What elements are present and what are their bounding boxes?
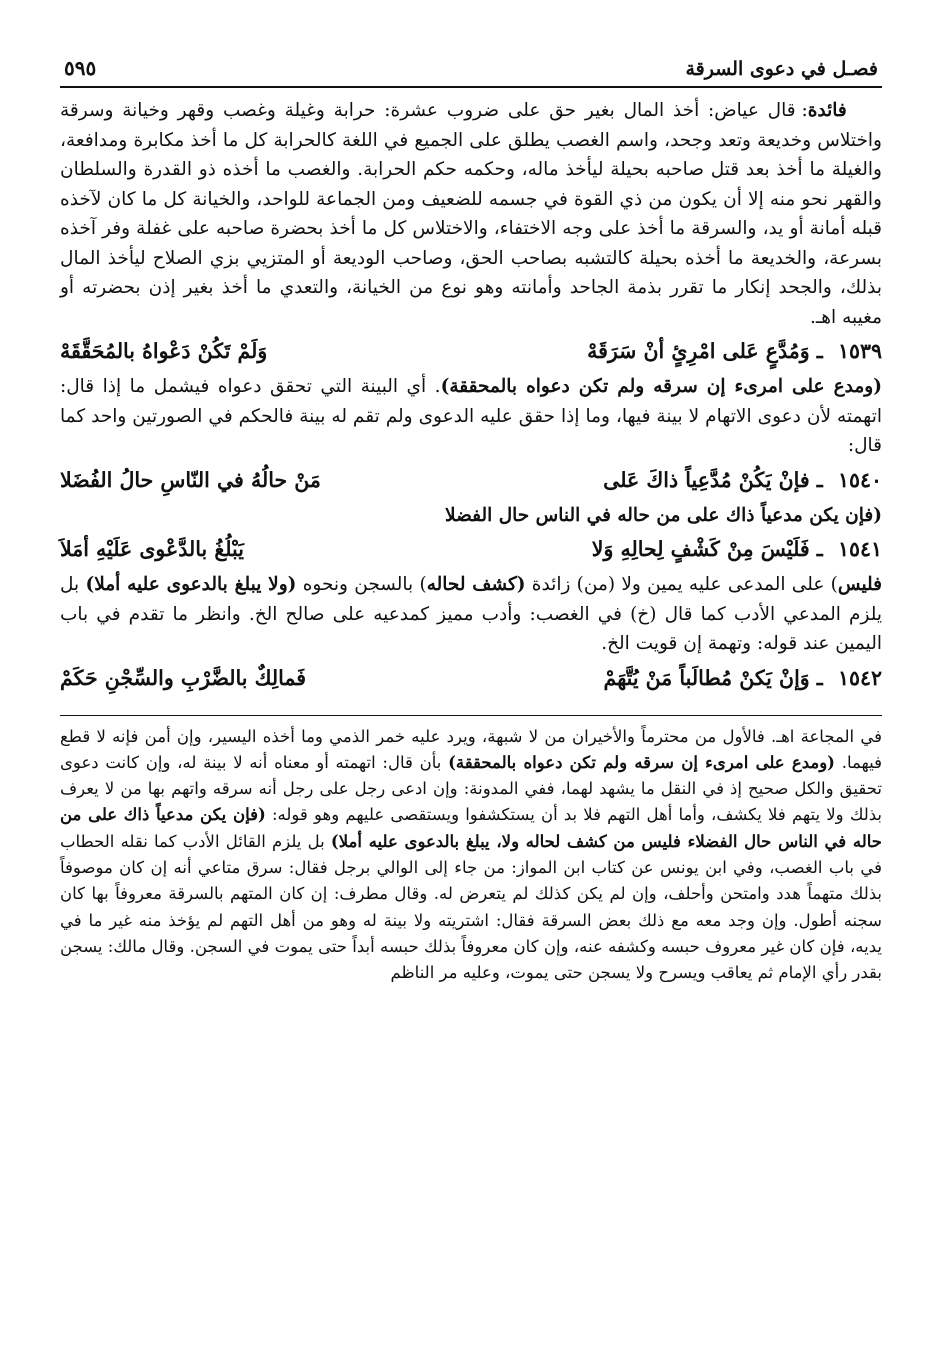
quoted-verse: (فإن يكن مدعياً ذاك على من حاله في الناس حال الفضلا — [445, 504, 882, 526]
hemistich-1: فإنْ يَكُنْ مُدَّعِياً ذاكَ عَلى — [603, 467, 810, 492]
main-text — [60, 96, 882, 699]
chapter-title: فصـل في دعوى السرقة — [685, 58, 878, 80]
footnote-separator — [60, 715, 882, 716]
footnote-paragraph — [60, 724, 882, 987]
verse-number: ١٥٤٢ — [837, 665, 882, 690]
footnotes — [60, 724, 882, 987]
verse-first-half: ١٥٣٩ ـ وَمُدَّعٍ عَلى امْرِئٍ أنْ سَرَقَهْ — [587, 339, 882, 364]
verse-first-half: ١٥٤١ ـ فَلَيْسَ مِنْ كَشْفٍ لِحالِهِ وَلا — [591, 537, 882, 562]
hemistich-2: وَلَمْ تَكُنْ دَعْواهُ بالمُحَقَّقَهْ — [60, 339, 268, 364]
verse-1540 — [60, 461, 882, 501]
paragraph-text: : قال عياض: أخذ المال بغير حق على ضروب عشرة: حرابة وغيلة وغصب وقهر وخيانة وسرقة واختلاس وخديعة وتعد وجحد، واسم الغصب يطلق على الجميع في اللغة كالحرابة كل ما أخذ مكابرة ومدافعة، والغيلة ما أخذ بعد قتل صاحبه بحيلة ليأخذ ماله، وحكمه حكم الحرابة. والغصب ما أخذه ذو القدرة والسلطان والقهر نحو منه إلا أن يكون من ذي القوة في جسمه للضعيف ومن الجماعة للواحد، والخيانة كل ما كان لآخذه قبله أمانة أو يد، والسرقة ما أخذ على وجه الاختفاء، والاختلاس كل ما أخذ بحضرة صاحبه على غفلة وفر آخذه بسرعة، والخديعة ما أخذه بحيلة كالتشبه بصاحب الحق، وصاحب الوديعة أو المتزيي بزي الصلاح ليأخذ المال بذلك، والجحد إنكار ما تقرر بذمة الجاحد وأمانته وهو نوع من الخيانة، والتعدي ما أخذ بغير إذن بحضرته أو مغيبه اهـ. — [60, 100, 882, 328]
quoted-word: فليس — [837, 574, 882, 595]
paragraph-text: ) بالسجن ونحوه — [296, 574, 427, 595]
footnote-text: في المجاعة اهـ. فالأول من محترماً والأخيران من لا شبهة، ويرد عليه خمر الذمي وما أخذه اليسير، وإن أمن فإنه لا قطع فيهما. — [60, 726, 883, 772]
commentary-paragraph — [60, 570, 882, 659]
verse-number: ١٥٣٩ — [837, 339, 882, 364]
page-number: ٥٩٥ — [64, 56, 97, 80]
hemistich-2: فَمالِكٌ بالضَّرْبِ والسِّجْنِ حَكَمْ — [60, 665, 307, 690]
hemistich-1: فَلَيْسَ مِنْ كَشْفٍ لِحالِهِ وَلا — [591, 537, 810, 562]
footnote-text: بأن قال: اتهمته أو معناه أنه لا بينة له، وإن كانت دعوى تحقيق والكل صحيح إذ في النقل ما يشهد لهما، ففي المدونة: وإن ادعى رجل على رجل أنه سرقه واتهم بها من لا يعرف بذلك ولا يتهم فلا يكشف، وأما أهل التهم فلا بد أن يستكشفوا ويستقصى عليهم وهو قوله: — [60, 752, 883, 825]
verse-number: ١٥٤١ — [837, 537, 882, 562]
quoted-phrase: (ولا يبلغ بالدعوى عليه أملا) — [85, 574, 297, 595]
verse-1539 — [60, 332, 882, 372]
quoted-verse: (ومدع على امرىء إن سرقه ولم تكن دعواه بالمحققة) — [448, 752, 835, 772]
page-header — [60, 44, 882, 88]
footnote-text: بل يلزم القائل الأدب كما نقله الحطاب في باب الغصب، وفي ابن يونس عن كتاب ابن المواز: من جاء إلى الوالي برجل فقال: سرق متاعي أنه إن كان موصوفاً بذلك متهماً هدد وامتحن وأحلف، وإن لم يكن كذلك لم يتعرض له. وقال مطرف: إن كان المتهم بالسرقة معروفاً بها كان سجنه أطول. وإن وجد معه مع ذلك بعض السرقة فقال: اشتريته ولا بينة له وهو من أهل التهم لم يؤخذ منه غير ما في يديه، فإن كان غير معروف حبسه وكشفه عنه، وإن كان معروفاً بذلك حبسه أبداً حتى يموت في السجن. وقال مالك: يسجن بقدر رأي الإمام ثم يعاقب ويسرح ولا يسجن حتى يموت، وعليه مر الناظم — [60, 831, 882, 983]
quoted-verse: (ومدع على امرىء إن سرقه ولم تكن دعواه بالمحققة) — [440, 376, 882, 397]
verse-first-half: ١٥٤٠ ـ فإنْ يَكُنْ مُدَّعِياً ذاكَ عَلى — [603, 467, 882, 492]
hemistich-1: وَإنْ يَكنْ مُطالَباً مَنْ يُتَّهَمْ — [603, 665, 810, 690]
commentary-paragraph — [60, 501, 882, 531]
hemistich-2: مَنْ حالُهُ في النّاسِ حالُ الفُضَلا — [60, 467, 321, 492]
hemistich-2: يَبْلُغُ بالدَّعْوى عَلَيْهِ أمَلاَ — [60, 537, 244, 562]
hemistich-1: وَمُدَّعٍ عَلى امْرِئٍ أنْ سَرَقَهْ — [587, 339, 810, 364]
commentary-paragraph — [60, 96, 882, 332]
verse-first-half: ١٥٤٢ ـ وَإنْ يَكنْ مُطالَباً مَنْ يُتَّهَمْ — [603, 665, 882, 690]
quoted-phrase: (كشف لحاله — [426, 574, 526, 595]
book-page — [60, 44, 882, 986]
verse-number: ١٥٤٠ — [837, 467, 882, 492]
paragraph-text: ) على المدعى عليه يمين ولا (من) زائدة — [525, 574, 838, 595]
verse-1541 — [60, 530, 882, 570]
verse-1542 — [60, 659, 882, 699]
paragraph-text: . أي البينة التي تحقق دعواه فيشمل ما إذا قال: اتهمته لأن دعوى الاتهام لا بينة فيها، وما إذا حقق عليه الدعوى ولم تقم له بينة فالحكم في الصورتين واحد كما قال: — [60, 376, 882, 456]
paragraph-text: بل يلزم المدعي الأدب كما قال (خ) في الغصب: وأدب مميز كمدعيه على صالح الخ. وانظر ما تقدم في باب اليمين عند قوله: وتهمة إن قويت الخ. — [60, 574, 882, 654]
quoted-verse: (فإن يكن مدعياً ذاك على من حاله في الناس حال الفضلاء فليس من كشف لحاله ولا، يبلغ بالدعوى عليه أملا) — [60, 805, 882, 851]
commentary-paragraph — [60, 372, 882, 461]
note-label: فائدة — [807, 100, 847, 121]
